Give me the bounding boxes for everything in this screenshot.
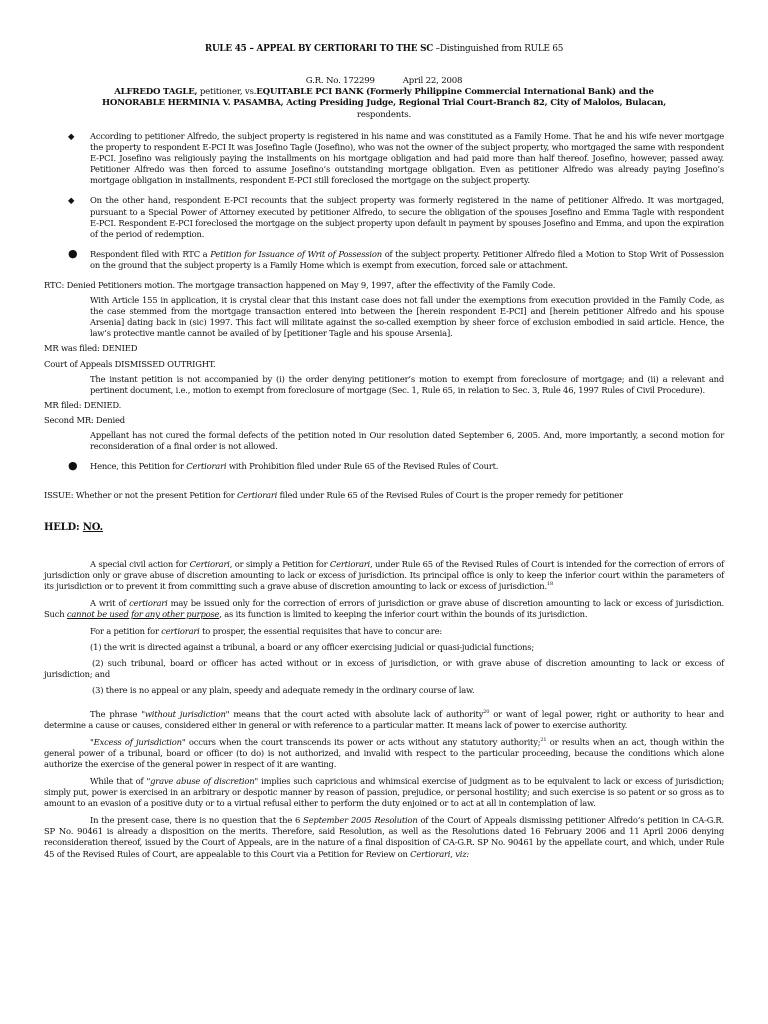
ruling-text: occurs when the court transcends its power or acts without any statutory authority; [185, 736, 541, 747]
document-title [44, 44, 724, 56]
issue-italic: Certiorari [237, 490, 278, 501]
ruling-italic: September 2005 Resolution [303, 815, 418, 826]
title-suffix: –Distinguished from RULE 65 [433, 44, 564, 54]
held-heading [44, 521, 724, 534]
first-mr: MR was filed: DENIED [44, 343, 138, 354]
ruling-italic: "Excess of jurisdiction" [90, 736, 186, 747]
ruling-text: , as its function is limited to keeping the inferior court within the bounds of its jurisdiction. [219, 608, 588, 619]
fact-text: of the subject property. Petitioner Alfredo filed a Motion to Stop Writ of Possession on the ground that the subject property is a Family Home which is exempt from execution, forced sale or attachment. [90, 248, 724, 270]
footnote-marker: 18 [546, 581, 553, 587]
ruling-text: means that the court acted with absolute lack of authority [229, 708, 484, 719]
footnote-marker: 20 [483, 708, 490, 715]
petitioner-name: ALFREDO TAGLE, [114, 86, 198, 97]
diamond-bullet-icon: ◆ [68, 130, 75, 141]
ruling-paragraph-7 [44, 815, 724, 859]
third-mr: Second MR: Denied [44, 414, 125, 425]
fact-bullet-1 [44, 131, 724, 186]
fact-bullet-4 [44, 461, 724, 472]
ruling-paragraph-2 [44, 598, 724, 620]
ruling-text: or want of legal power, right or authority to hear and determine a cause or causes, considered either in general or with reference to a particular matter. It means lack of power to exercise authority. [44, 708, 724, 730]
title-main: RULE 45 – APPEAL BY CERTIORARI TO THE SC [204, 44, 434, 54]
requisite-2: (2) such tribunal, board or officer has acted without or in excess of jurisdiction, or with grave abuse of discretion amounting to lack or excess of jurisdiction; and [44, 658, 724, 680]
ruling-paragraph-3 [44, 626, 724, 637]
ruling-text: A writ of [90, 597, 130, 608]
ruling-paragraph-4 [44, 709, 724, 731]
ruling-text: implies such capricious and whimsical exercise of judgment as to be equivalent to lack or excess of jurisdiction; simply put, power is exercised in an arbitrary or despotic manner by reason of passion, prejudice, or personal hostility; and such exercise is so patent or so gross as to amount to an evasion of a positive duty or to a virtual refusal either to perform the duty enjoined or to act at all in contemplation of law. [44, 776, 725, 809]
issue-text: ISSUE: Whether or not the present Petition for [44, 490, 237, 501]
ruling-paragraph-1 [44, 559, 724, 592]
held-label: HELD: [44, 522, 83, 534]
petitioner-role: petitioner, vs. [197, 86, 257, 97]
ruling-paragraph-6 [44, 776, 724, 809]
respondents-name: EQUITABLE PCI BANK (Formerly Philippine Commercial International Bank) and the HONORABLE HERMINIA V. PASAMBA, Acting Presiding Judge, Regional Trial Court-Branch 82, City of Malolos, Bulacan, [101, 86, 667, 109]
ruling-italic: Certiorari, viz: [410, 848, 470, 859]
third-mr-quote: Appellant has not cured the formal defects of the petition noted in Our resolution dated September 6, 2005. And, more importantly, a second motion for reconsideration of a final order is not allowed. [90, 430, 724, 452]
ruling-text: of the Court of Appeals dismissing petitioner Alfredo’s petition in CA-G.R. SP No. 90461 is already a disposition on the merits. Therefore, said Resolution, as well as the Resolutions dated 16 February 2006 and 11 April 2006 denying reconsideration thereof, issued by the Court of Appeals, are in the nature of a final disposition of CA-G.R. SP No. 90461 by the appellate court, and which, under Rule 45 of the Revised Rules of Court, are appealable to this Court via a Petition for Review on [44, 815, 724, 859]
ca-quote: The instant petition is not accompanied by (i) the order denying petitioner’s motion to exempt from foreclosure of mortgage; and (ii) a relevant and pertinent document, i.e., motion to exempt from foreclosure of mortgage (Sec. 1, Rule 65, in relation to Sec. 3, Rule 46, 1997 Rules of Civil Procedure). [90, 373, 724, 395]
ruling-text: may be issued only for the correction of errors of jurisdiction or grave abuse of discretion amounting to lack or excess of jurisdiction. Such [44, 597, 724, 619]
ruling-text: The phrase [90, 708, 142, 719]
issue-statement [44, 490, 724, 501]
rtc-quote: With Article 155 in application, it is crystal clear that this instant case does not fall under the exemptions from execution provided in the Family Code, as the case stemmed from the mortgage transaction entered into between the [herein respondent E-PCI] and [herein petitioner Alfredo and his spouse Arsenia] dating back in (sic) 1997. This fact will militate against the so-called exemption by sheer force of exclusion embodied in said article. Hence, the law’s protective mantle cannot be availed of by [petitioner Tagle and his spouse Arsenia]. [90, 295, 724, 339]
fact-bullet-3 [44, 246, 724, 271]
fact-italic: Petition for Issuance of Writ of Possession [210, 248, 382, 259]
ruling-italic: Certiorari [329, 558, 371, 569]
case-parties [84, 87, 684, 121]
fact-text: Respondent filed with RTC a [90, 248, 211, 259]
ruling-underlined: cannot be used for any other purpose [66, 608, 220, 619]
issue-text: filed under Rule 65 of the Revised Rules of Court is the proper remedy for petitioner [277, 490, 623, 501]
ruling-italic: "grave abuse of discretion" [146, 776, 259, 787]
fact-text: On the other hand, respondent E-PCI recounts that the subject property was formerly registered in the name of petitioner Alfredo. It was mortgaged, pursuant to a Special Power of Attorney executed by petitioner Alfredo, to secure the obligation of the spouses Josefino and Emma Tagle with respondent E-PCI. Respondent E-PCI foreclosed the mortgage on the subject property upon default in payment by spouses Josefino and Emma, and upon the expiration of the period of redemption. [90, 195, 724, 239]
rtc-ruling: RTC: Denied Petitioners motion. The mortgage transaction happened on May 9, 1997, after the effectivity of the Family Code. [44, 280, 556, 291]
ruling-italic: Certiorari [189, 558, 230, 569]
footnote-marker: 21 [540, 736, 547, 743]
ruling-text: A special civil action for [90, 558, 190, 569]
fact-text: Hence, this Petition for [90, 461, 187, 472]
requisite-3: (3) there is no appeal or any plain, speedy and adequate remedy in the ordinary course of law. [92, 685, 475, 696]
ruling-text: , under Rule 65 of the Revised Rules of Court is intended for the correction of errors of jurisdiction only or grave abuse of discretion amounting to lack or excess of jurisdiction. Its principal office is only to keep the inferior court within the parameters of its jurisdiction or to prevent it from committing such a grave abuse of discretion amounting to lack or excess of jurisdiction. [44, 558, 724, 591]
ruling-italic: "without jurisdiction" [141, 708, 230, 719]
round-bullet-icon: ● [68, 459, 78, 473]
ruling-text: In the present case, there is no question that the 6 [90, 815, 304, 826]
fact-bullet-2 [44, 195, 724, 239]
ruling-text: For a petition for [90, 626, 162, 637]
decision-date: April 22, 2008 [402, 75, 463, 86]
fact-italic: Certiorari [186, 461, 227, 472]
fact-text: with Prohibition filed under Rule 65 of the Revised Rules of Court. [226, 461, 499, 472]
ruling-paragraph-5 [44, 737, 724, 770]
ruling-italic: certiorari [161, 626, 200, 637]
respondents-role: respondents. [356, 109, 412, 120]
ca-ruling: Court of Appeals DISMISSED OUTRIGHT. [44, 358, 216, 369]
gr-number: G.R. No. 172299 [305, 75, 375, 86]
fact-text: According to petitioner Alfredo, the subject property is registered in his name and was constituted as a Family Home. That he and his wife never mortgage the property to respondent E-PCI It was Josefino Tagle (Josefino), who was not the owner of the subject property, who mortgaged the same with respondent E-PCI. Josefino was religiously paying the installments on his mortgage obligation and had paid more than half thereof. Josefino, however, passed away. Petitioner Alfredo was then forced to assume Josefino’s outstanding mortgage obligation. Even as petitioner Alfredo was already paying Josefino’s mortgage obligation in installments, respondent E-PCI still foreclosed the mortgage on the subject property. [90, 130, 724, 186]
ruling-text: or results when an act, though within the general power of a tribunal, board or officer (to do) is not authorized, and invalid with respect to the particular proceeding, because the conditions which alone authorize the exercise of the general power in respect of it are wanting. [44, 736, 725, 769]
round-bullet-icon: ● [68, 246, 78, 260]
held-answer: NO. [82, 522, 103, 534]
ruling-italic: certiorari [129, 597, 168, 608]
second-mr: MR filed: DENIED. [44, 399, 122, 410]
diamond-bullet-icon: ◆ [68, 195, 75, 206]
ruling-text: While that of [90, 776, 147, 787]
case-number-line [44, 76, 724, 87]
requisite-1: (1) the writ is directed against a tribunal, a board or any officer exercising judicial or quasi-judicial functions; [90, 642, 534, 653]
ruling-text: to prosper, the essential requisites that have to concur are: [199, 626, 442, 637]
ruling-text: , or simply a Petition for [229, 558, 330, 569]
